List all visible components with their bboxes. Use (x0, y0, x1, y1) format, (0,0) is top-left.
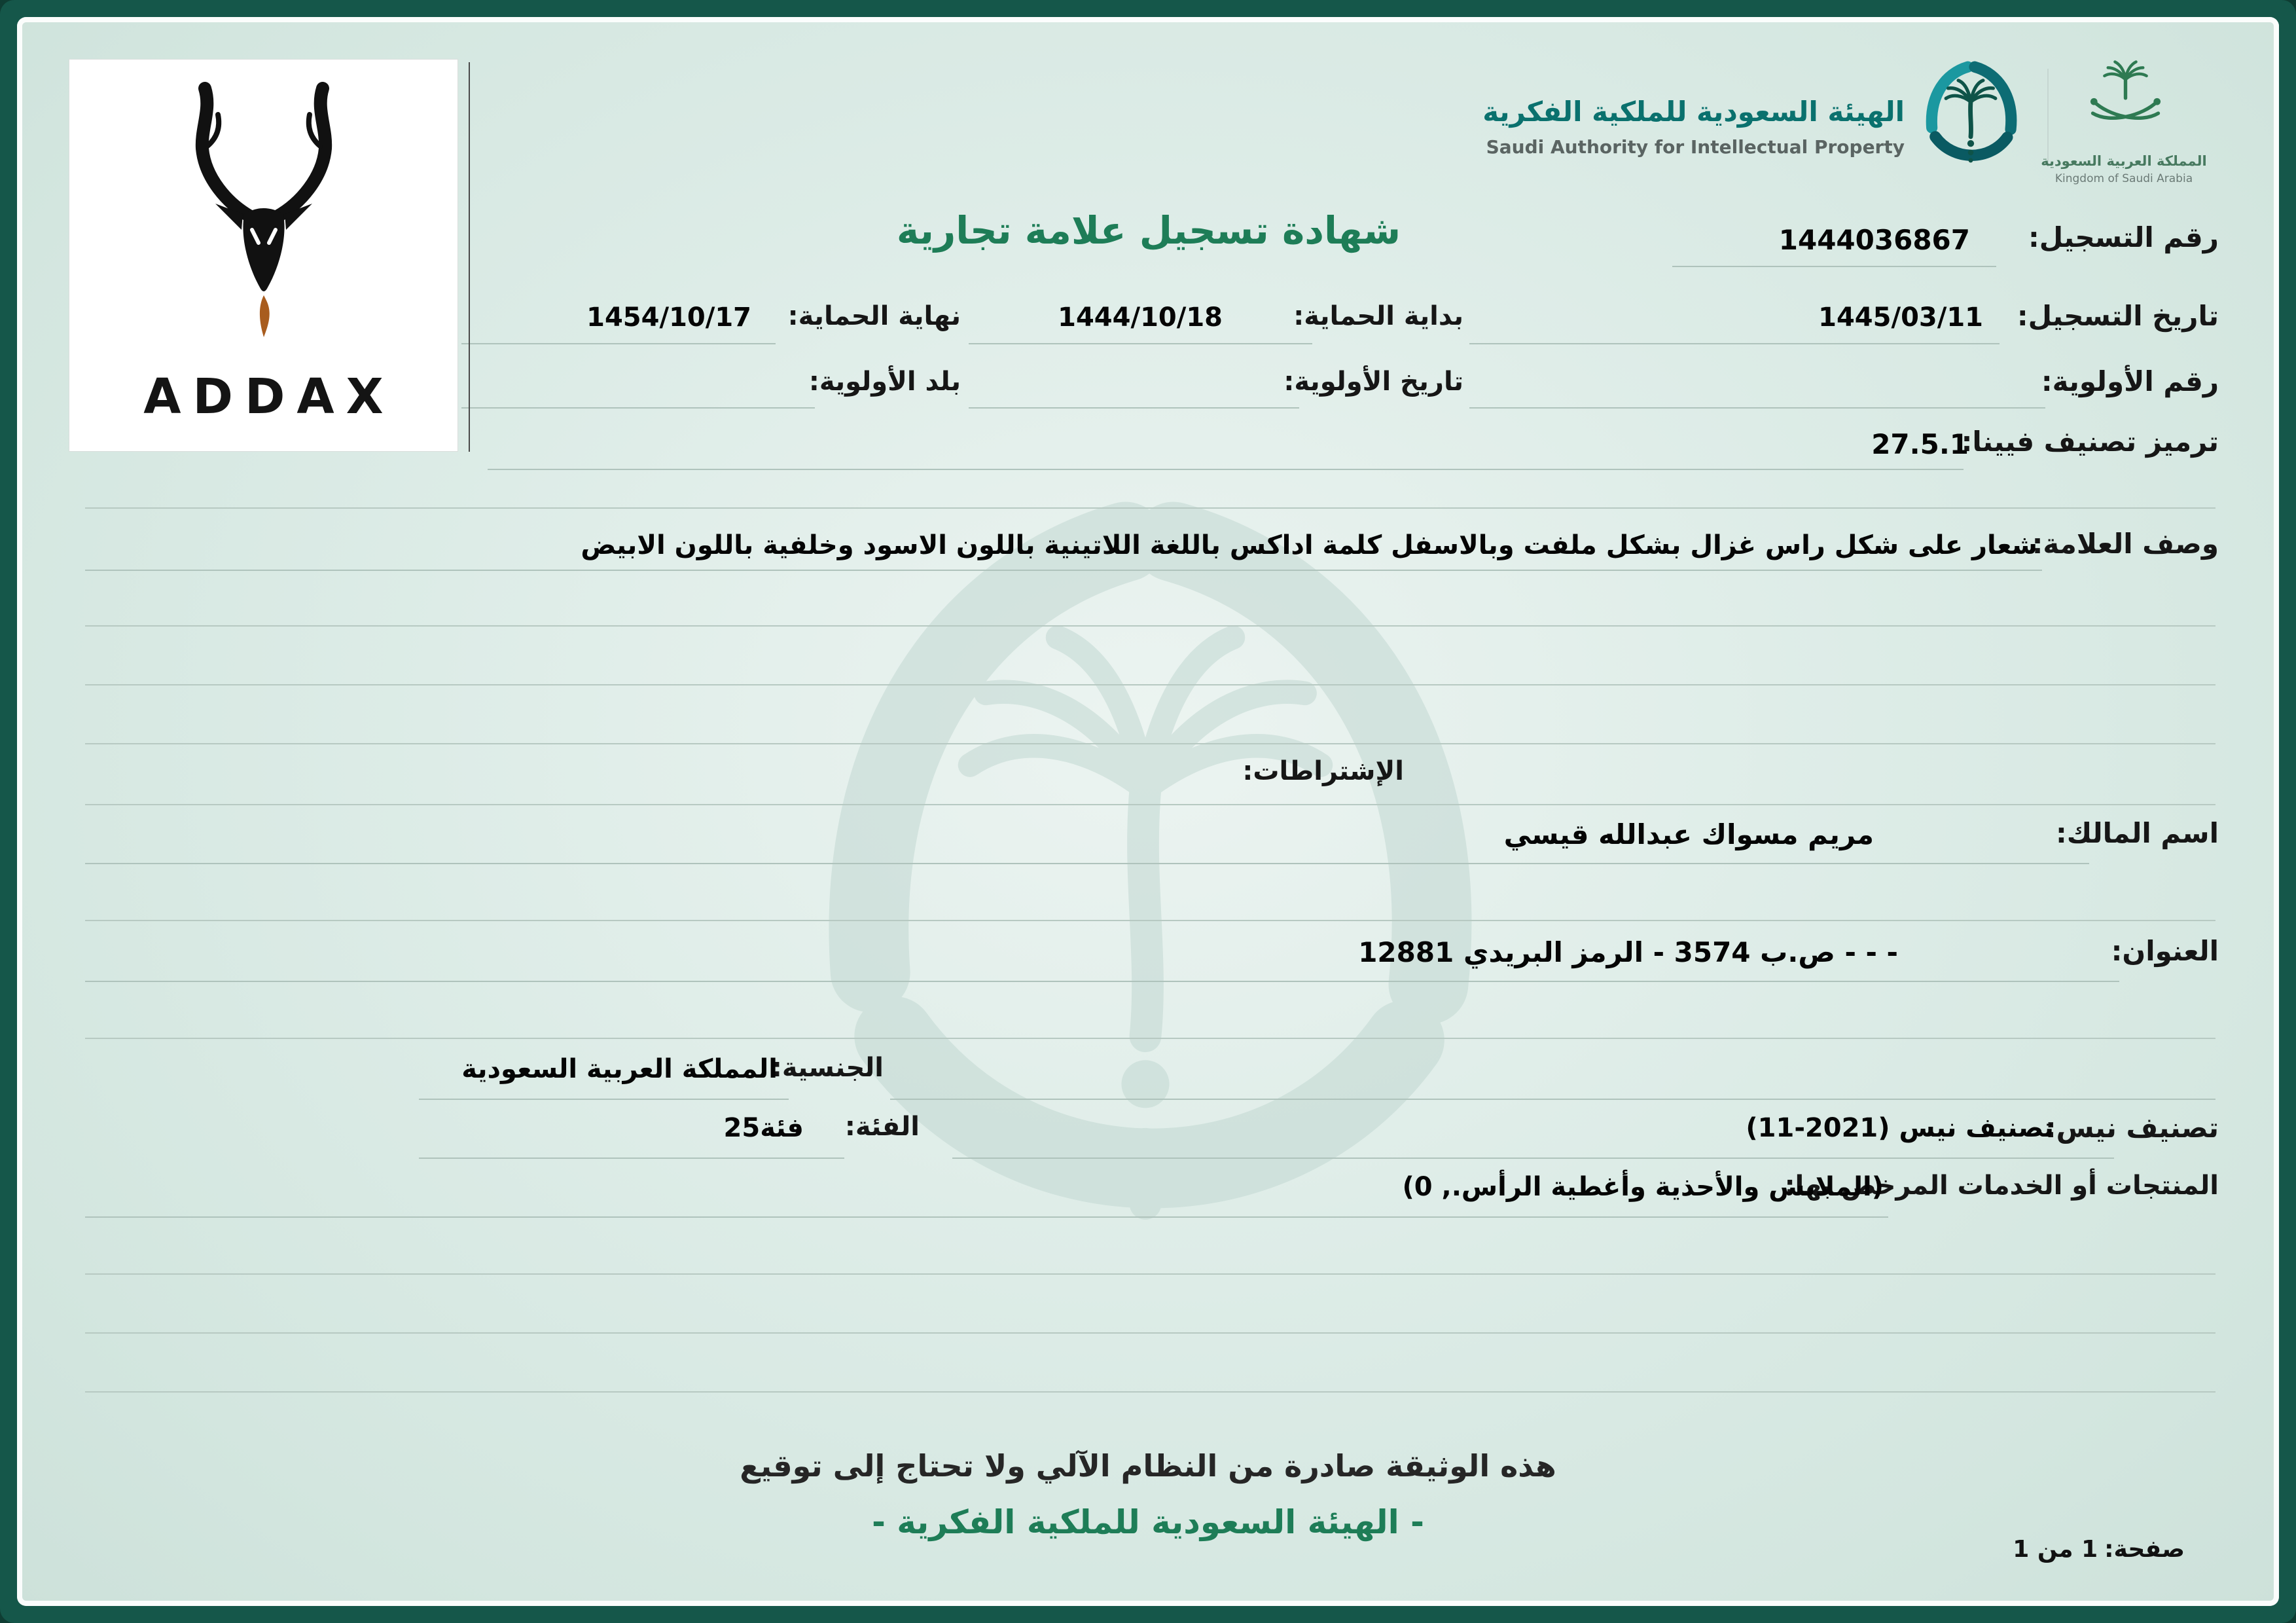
ksa-label-english: Kingdom of Saudi Arabia (2054, 172, 2193, 185)
header-logo-divider (2047, 69, 2049, 167)
page-number-value: 1 من 1 (2013, 1536, 2098, 1563)
saip-title-arabic: الهيئة السعودية للملكية الفكرية (1482, 96, 1905, 128)
field-line (969, 407, 1299, 409)
rule-line (85, 1038, 2215, 1039)
brand-wordmark: ADDAX (143, 369, 395, 425)
saip-shield-icon (1914, 58, 2027, 182)
field-label-nice-classification: تصنيف نيس: (2045, 1112, 2219, 1144)
field-value-nationality: المملكة العربية السعودية (461, 1054, 778, 1084)
rule-line (85, 507, 2215, 509)
rule-line (85, 920, 2215, 921)
field-value-owner-name: مريم مسواك عبدالله قيسي (1503, 818, 1874, 850)
field-value-class: فئة25 (723, 1113, 804, 1143)
header-vertical-divider (469, 62, 470, 452)
field-value-protection-start: 1444/10/18 (1058, 302, 1223, 333)
rule-line (85, 1332, 2215, 1334)
field-value-mark-description: شعار على شكل راس غزال بشكل ملفت وبالاسفل كلمة اداكس باللغة اللاتينية باللون الاسود وخلفية باللون الابيض (581, 530, 2037, 560)
field-line (1672, 266, 1996, 267)
field-value-address: - - - ص.ب 3574 - الرمز البريدي 12881 (1358, 936, 1898, 968)
field-value-registration-number: 1444036867 (1778, 224, 1970, 256)
page-number (2006, 1536, 2185, 1563)
page-number-label: صفحة: (2104, 1536, 2185, 1563)
field-label-priority-date: تاريخ الأولوية: (1283, 367, 1463, 397)
saip-title-english: Saudi Authority for Intellectual Property (1486, 136, 1905, 158)
field-label-priority-country: بلد الأولوية: (808, 367, 961, 397)
rule-line (85, 625, 2215, 627)
auto-generated-note: هذه الوثيقة صادرة من النظام الآلي ولا تحتاج إلى توقيع (740, 1448, 1556, 1484)
field-label-class: الفئة: (844, 1112, 920, 1142)
field-label-priority-number: رقم الأولوية: (2041, 365, 2219, 397)
rule-line (85, 804, 2215, 805)
rule-line (85, 743, 2215, 744)
field-line (419, 1158, 844, 1159)
field-label-registration-number: رقم التسجيل: (2028, 221, 2219, 253)
field-label-protection-start: بداية الحماية: (1293, 301, 1463, 331)
field-label-vienna-code: ترميز تصنيف فيينا: (1961, 426, 2219, 458)
rule-line (85, 1273, 2215, 1275)
ksa-emblem-icon (2085, 52, 2166, 147)
field-value-products: (الملابس والأحذية وأغطية الرأس., 0) (1402, 1172, 1884, 1202)
field-value-nice-classification: تصنيف نيس (2021-11) (1746, 1113, 2054, 1143)
antelope-logo-icon (123, 78, 404, 366)
field-line (1469, 343, 2000, 344)
authority-signature-line: - الهيئة السعودية للملكية الفكرية - (872, 1503, 1424, 1541)
field-line (461, 343, 776, 344)
certificate-title: شهادة تسجيل علامة تجارية (896, 208, 1401, 253)
rule-line (85, 1391, 2215, 1393)
field-value-vienna-code: 27.5.1 (1871, 428, 1969, 460)
field-line (890, 1099, 2215, 1100)
field-line (419, 1099, 789, 1100)
field-label-mark-description: وصف العلامة: (2032, 528, 2219, 560)
field-label-address: العنوان: (2111, 935, 2219, 967)
field-line (1469, 407, 2045, 409)
field-label-owner-name: اسم المالك: (2055, 817, 2219, 849)
field-line (952, 1158, 2114, 1159)
field-value-protection-end: 1454/10/17 (586, 302, 751, 333)
field-line (461, 407, 815, 409)
field-line (969, 343, 1312, 344)
field-line (85, 863, 2089, 864)
rule-line (85, 684, 2215, 685)
field-label-protection-end: نهاية الحماية: (787, 301, 961, 331)
field-line (85, 981, 2119, 982)
field-line (85, 1216, 1888, 1218)
ksa-label-arabic: المملكة العربية السعودية (2041, 153, 2207, 169)
field-line (85, 570, 2042, 571)
field-line (488, 469, 1964, 470)
saip-watermark-icon (707, 478, 1584, 1355)
field-value-registration-date: 1445/03/11 (1818, 302, 1983, 333)
field-label-conditions: الإشتراطات: (1242, 756, 1404, 786)
trademark-image-box (69, 59, 458, 452)
field-label-registration-date: تاريخ التسجيل: (2017, 300, 2219, 332)
field-label-products: المنتجات أو الخدمات المرخص بها: (1784, 1171, 2219, 1201)
field-label-nationality: الجنسية: (771, 1053, 884, 1083)
